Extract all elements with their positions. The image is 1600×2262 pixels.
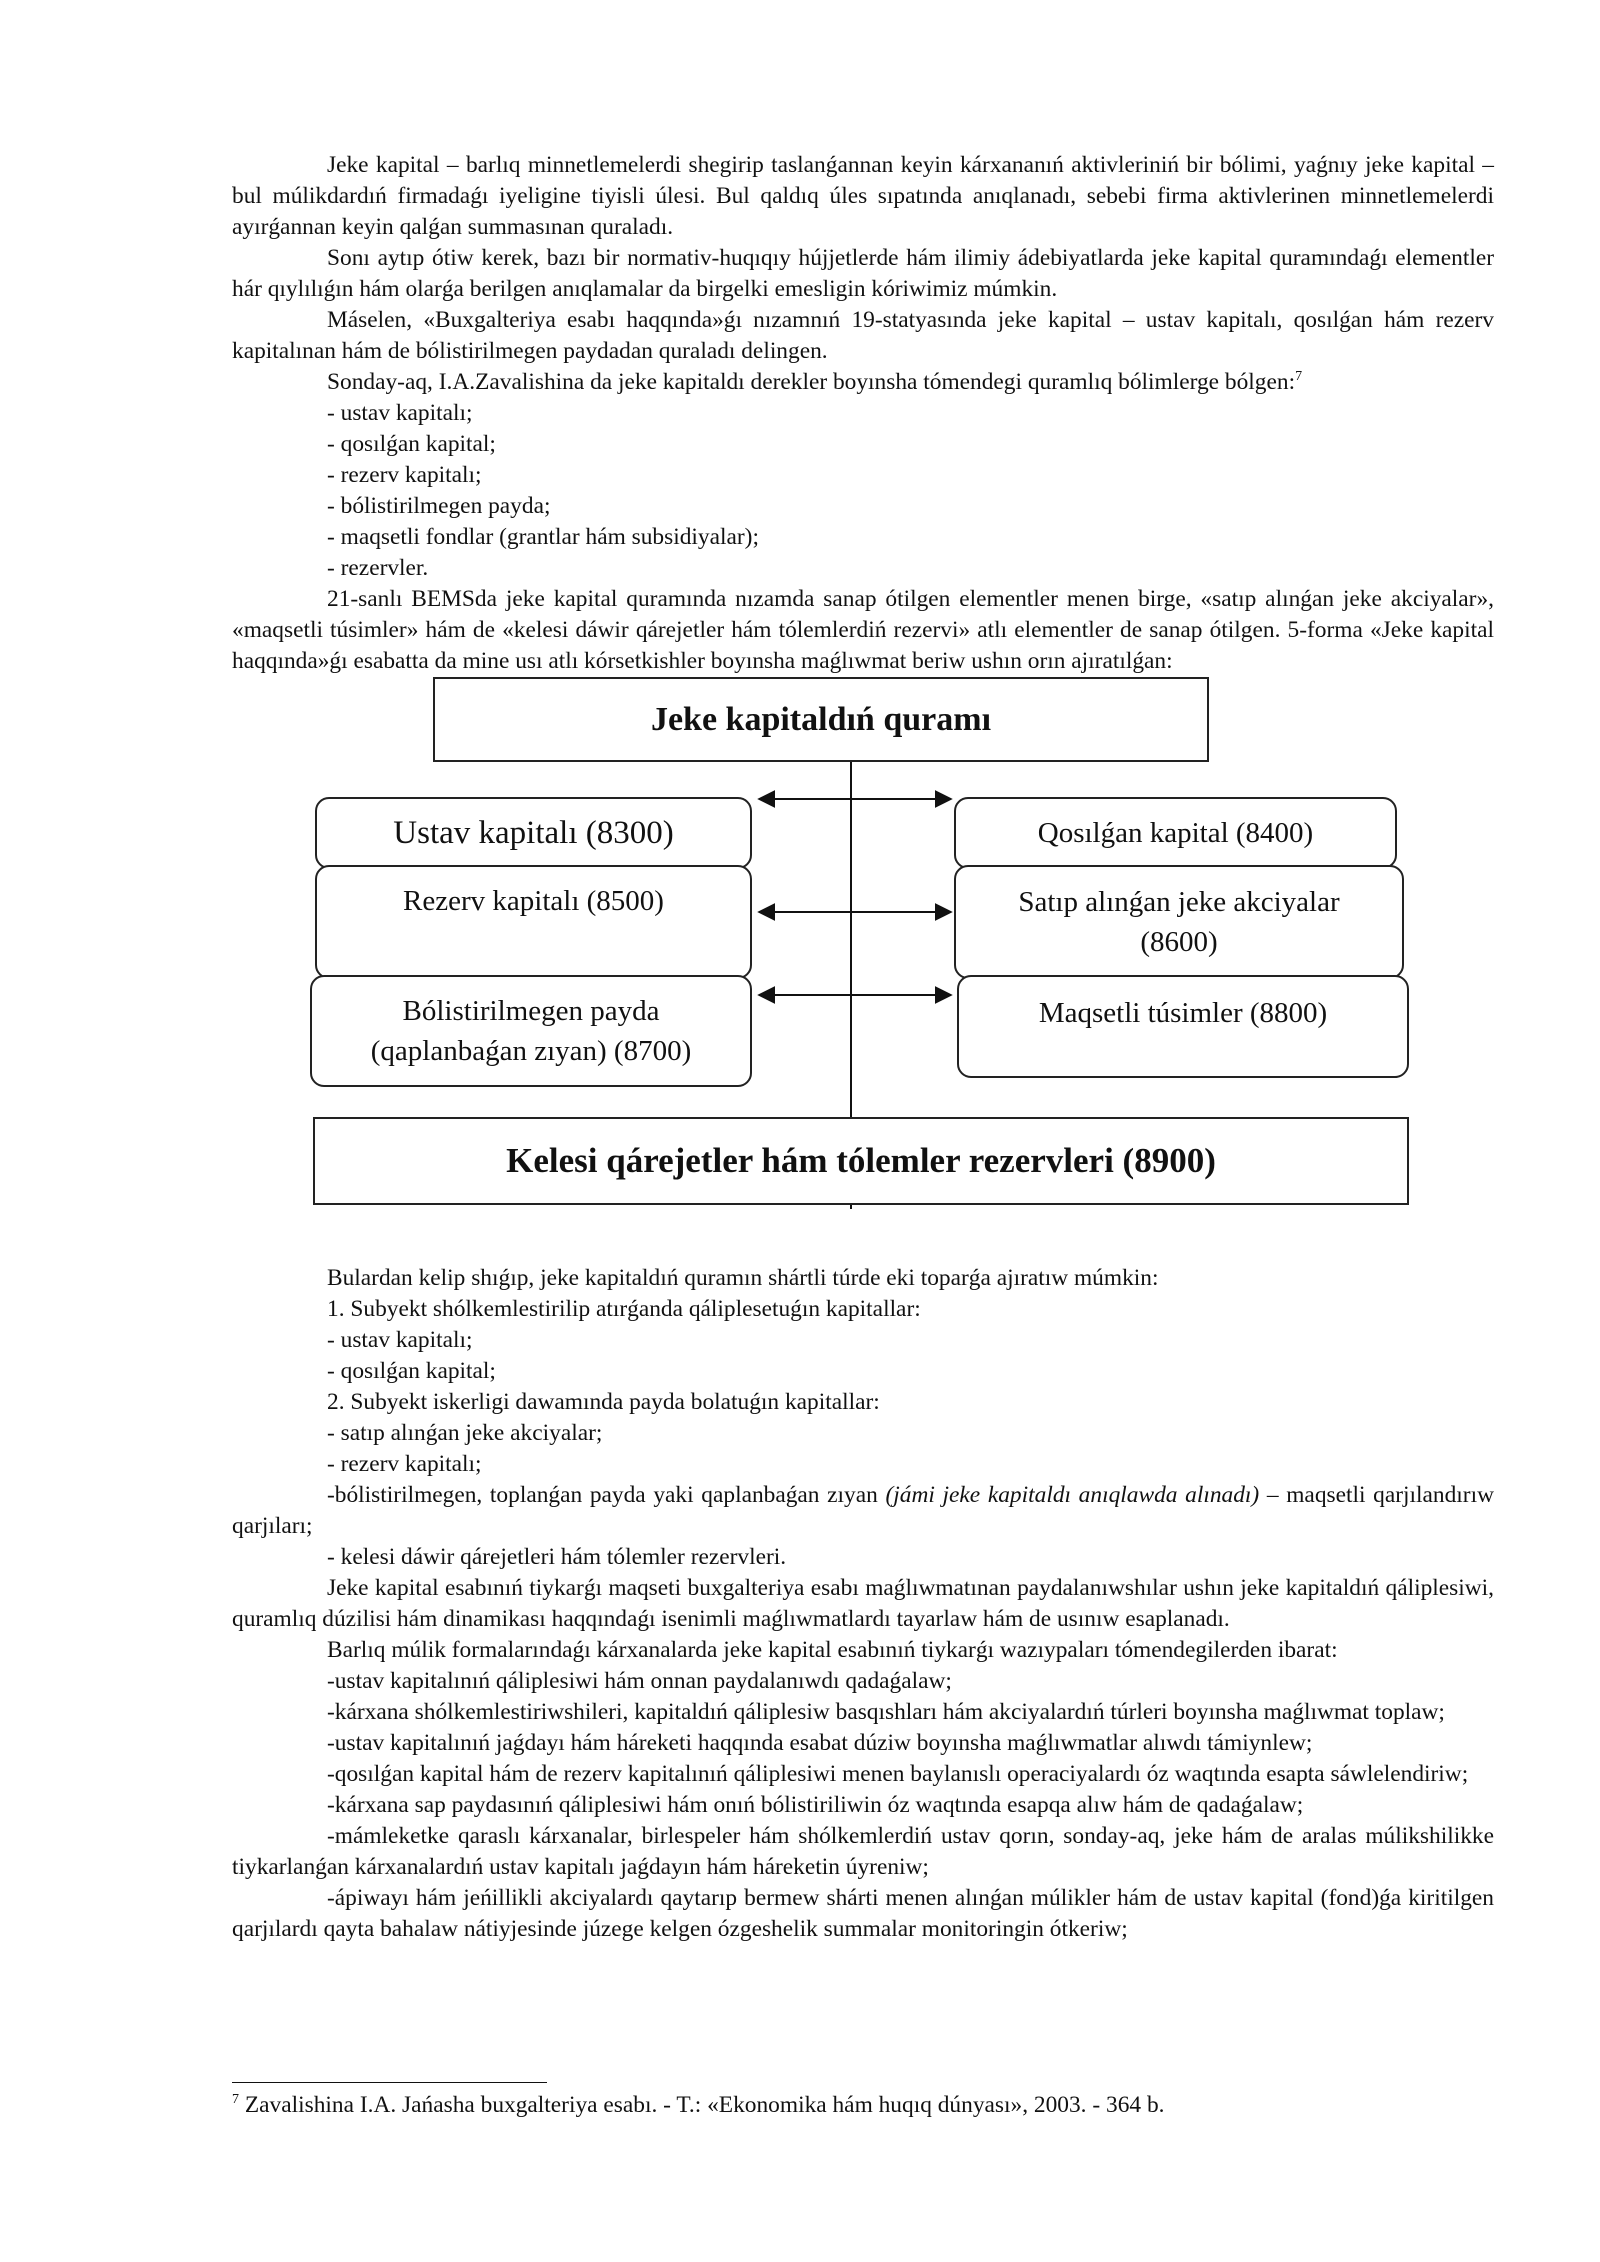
list-item: - rezerv kapitalı; [327,1451,482,1477]
paragraph-tasks: Barlıq múlik formalarındaǵı kárxanalarda jeke kapital esabınıń tiykarǵı wazıypaları tómendegilerden ibarat: [327,1637,1338,1663]
task-item: -ápiwayı hám jeńillikli akciyalardı qaytarıp bermew shárti menen alınǵan múlikler hám de ustav kapital (fond)ǵa kiritilgen qarjılardı qayta bahalaw nátiyjesinde júzege kelgen ózgeshelik summalar monitoringin ótkeriw; [232,1885,1494,1942]
label-satip: Satıp alınǵan jeke akciyalar (8600) [1018,886,1340,958]
label-rezerv: Rezerv kapitalı (8500) [403,885,664,917]
label-bolistirilmegen: Bólistirilmegen payda (qaplanbaǵan zıyan) (8700) [370,995,692,1067]
list-item: - satıp alınǵan jeke akciyalar; [327,1420,603,1446]
task-item: -kárxana sap paydasınıń qáliplesiwi hám onıń bólistiriliwin óz waqtında esapqa alıw hám de qadaǵalaw; [327,1792,1304,1818]
footnote-text: Zavalishina I.A. Jańasha buxgalteriya esabı. - T.: «Ekonomika hám huqıq dúnyası», 2003. - 364 b. [244,2092,1165,2118]
zavalishina-text: Sonday-aq, I.A.Zavalishina da jeke kapitaldı derekler boyınsha tómendegi quramlıq bólimlerge bólgen: [327,369,1296,395]
box-ustav-kapitali [315,797,752,869]
task-item: -ustav kapitalınıń jaǵdayı hám háreketi haqqında esabat dúziw boyınsha maǵlıwmatlar alıwdı támiynlew; [327,1730,1313,1756]
page-content [232,150,1494,1945]
paragraph-aim: Jeke kapital esabınıń tiykarǵı maqseti buxgalteriya esabı maǵlıwmatınan paydalanıwshılar ushın jeke kapitaldıń qáliplesiwi, quramlıq dúzilisi hám dinamikası haqqındaǵı isenimli maǵlıwmatlardı tayarlaw hám de usınıw esaplanadı. [232,1575,1494,1632]
footnote [232,2090,1494,2121]
label-maqsetli: Maqsetli túsimler (8800) [1038,997,1328,1029]
label-kelesi: Kelesi qárejetler hám tólemler rezervleri (8900) [506,1141,1216,1180]
list-item: - ustav kapitalı; [327,400,473,426]
paragraph-bems: 21-sanlı BEMSda jeke kapital quramında nızamda sanap ótilgen elementler menen birge, «satıp alınǵan jeke akciyalar», «maqsetli túsimler» hám de «kelesi dáwir qárejetler hám tólemlerdiń rezervi» atlı elementler de sanap ótilgen. 5-forma «Jeke kapital haqqında»ǵı esabatta da mine usı atlı kórsetkishler boyınsha maǵlıwmat beriw ushın orın ajıratılǵan: [232,586,1494,674]
paragraph-zavalishina [232,367,1494,398]
paragraph-definition: Jeke kapital – barlıq minnetlemelerdi shegirip taslanǵannan keyin kárxananıń aktivleriniń bir bólimi, yaǵnıy jeke kapital – bul múlikdardıń firmadaǵı iyeligine tiyisli úlesi. Bul qaldıq úles sıpatında anıqlanadı, sebebi firma aktivlerinen minnetlemelerdi ayırǵannan keyin qalǵan summasınan quraladı. [232,152,1494,240]
box-maqsetli-tusimler [957,975,1409,1078]
list-item: - qosılǵan kapital; [327,431,496,457]
list-item: - ustav kapitalı; [327,1327,473,1353]
group1-title: 1. Subyekt shólkemlestirilip atırǵanda qáliplesetuǵın kapitallar: [327,1296,921,1322]
footnote-number: 7 [232,2092,239,2108]
list-item: - rezervler. [327,555,429,581]
task-item: -mámleketke qaraslı kárxanalar, birlespeler hám shólkemlerdiń ustav qorın, sonday-aq, jeke hám de aralas múlikshilikke tiykarlanǵan kárxanalardıń ustav kapitalı jaǵdayın hám háreketin úyreniw; [232,1823,1494,1880]
diagram-title: Jeke kapitaldıń quramı [650,700,992,738]
list-item-bolistirilmegen [232,1480,1494,1542]
list-item: - rezerv kapitalı; [327,462,482,488]
list-item: - kelesi dáwir qárejetleri hám tólemler rezervleri. [327,1544,787,1570]
box-kelesi-rezervler [313,1117,1409,1205]
box-bolistirilmegen-payda [310,975,752,1087]
bolis-text-end: – maqsetli qarjılandırıw qarjıları; [232,1482,1494,1539]
label-ustav: Ustav kapitalı (8300) [393,815,674,851]
bolis-text: -bólistirilmegen, toplanǵan payda yaki qaplanbaǵan zıyan [327,1482,878,1508]
box-qosilgan-kapital [954,797,1397,869]
equity-composition-diagram [232,677,1494,1237]
footnote-separator [232,2082,547,2083]
paragraph-groups-intro: Bulardan kelip shıǵıp, jeke kapitaldıń quramın shártli túrde eki toparǵa ajıratıw múmkin: [327,1265,1159,1291]
label-qosilgan: Qosılǵan kapital (8400) [1037,817,1314,849]
bolis-italic-note: (jámi jeke kapitaldı anıqlawda alınadı) [885,1482,1260,1508]
group2-title: 2. Subyekt iskerligi dawamında payda bolatuǵın kapitallar: [327,1389,880,1415]
footnote-reference: 7 [1295,369,1303,385]
list-item: - bólistirilmegen payda; [327,493,551,519]
task-item: -qosılǵan kapital hám de rezerv kapitalınıń qáliplesiwi menen baylanıslı operaciyalardı óz waqtında esapta sáwlelendiriw; [327,1761,1469,1787]
list-item: - qosılǵan kapital; [327,1358,496,1384]
box-satip-alingan-akciyalar [954,865,1404,979]
task-item: -kárxana shólkemlestiriwshileri, kapitaldıń qáliplesiw basqıshları hám akciyalardıń túrleri boyınsha maǵlıwmat toplaw; [327,1699,1445,1725]
box-rezerv-kapitali [315,865,752,979]
list-item: - maqsetli fondlar (grantlar hám subsidiyalar); [327,524,759,550]
paragraph-law: Máselen, «Buxgalteriya esabı haqqında»ǵı nızamnıń 19-statyasında jeke kapital – ustav kapitalı, qosılǵan hám rezerv kapitalınan hám de bólistirilmegen paydadan quraladı delingen. [232,307,1494,364]
paragraph-note: Sonı aytıp ótiw kerek, bazı bir normativ-huqıqıy hújjetlerde hám ilimiy ádebiyatlarda jeke kapital quramındaǵı elementler hár qıylılıǵın hám olarǵa berilgen anıqlamalar da birgelki emesligin kóriwimiz múmkin. [232,245,1494,302]
diagram-title-box [433,677,1209,762]
task-item: -ustav kapitalınıń qáliplesiwi hám onnan paydalanıwdı qadaǵalaw; [327,1668,952,1694]
